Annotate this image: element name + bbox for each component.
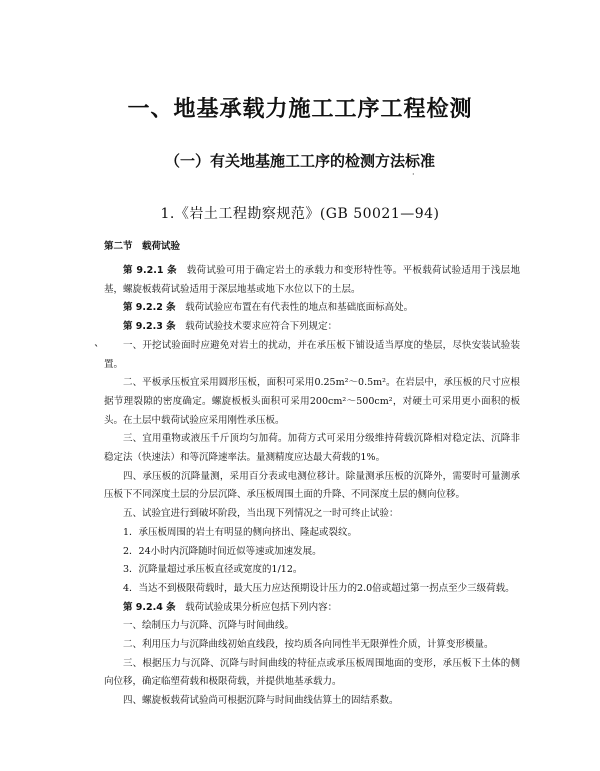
paragraph-text: 二、利用压力与沉降曲线初始直线段，按均质各向同性半无限弹性介质，计算变形模量。 [123,639,494,651]
paragraph [104,468,520,505]
stray-mark: · [412,170,415,179]
paragraph [104,374,520,430]
clause-number: 第 9.2.1 条 [123,265,177,276]
paragraph-text: 三、根据压力与沉降、沉降与时间曲线的特征点或承压板周围地面的变形，承压板下土体的侧向位移，确定临塑荷载和极限荷载，并提供地基承载力。 [104,657,520,688]
clause-number: 第 9.2.4 条 [123,601,176,613]
paragraph-text: 载荷试验可用于确定岩土的承载力和变形特性等。平板载荷试验适用于浅层地基，螺旋板载荷试验适用于深层地基或地下水位以下的土层。 [104,265,520,295]
paragraph [104,636,520,655]
paragraph-text: 3．沉降量超过承压板直径或宽度的1/12。 [123,564,303,576]
paragraph-text: 三、宜用重物或液压千斤顶均匀加荷。加荷方式可采用分级维持荷载沉降相对稳定法、沉降非稳定法（快速法）和等沉降速率法。量测精度应达最大荷载的1%。 [104,433,520,464]
paragraph-text: 四、螺旋板载荷试验尚可根据沉降与时间曲线估算土的固结系数。 [123,695,399,707]
paragraph [104,561,520,580]
paragraph-text: 四、承压板的沉降量测，采用百分表或电测位移计。除量测承压板的沉降外，需要时可量测承压板下不同深度土层的分层沉降、承压板周围土面的升降、不同深度土层的侧向位移。 [104,470,520,501]
subtitle: （一）有关地基施工工序的检测方法标准 [164,152,435,170]
paragraph-text: 一、绘制压力与沉降、沉降与时间曲线。 [123,620,295,632]
paragraph-text: 载荷试验应布置在有代表性的地点和基础底面标高处。 [175,302,414,314]
standard-title: 1.《岩土工程勘察规范》(GB 50021—94) [160,206,440,222]
paragraph-text: 1．承压板周围的岩土有明显的侧向挤出、隆起或裂纹。 [123,526,358,538]
paragraph-text: 一、开挖试验面时应避免对岩土的扰动，并在承压板下铺设适当厚度的垫层，尽快安装试验装置。 [104,339,520,370]
clause-number: 第 9.2.2 条 [123,302,176,314]
clause-number: 第 9.2.3 条 [123,321,176,333]
paragraph-text: 4．当达不到极限荷载时，最大压力应达预期设计压力的2.0倍或超过第一拐点至少三级荷载。 [123,582,515,594]
paragraph-text: 2．24小时内沉降随时间近似等速或加速发展。 [123,545,322,557]
paragraph-text: 二、平板承压板宜采用圆形压板，面积可采用0.25m²～0.5m²。在岩层中，承压板的尺寸应根据节理裂隙的密度确定。螺旋板板头面积可采用200cm²～500cm²，对硬土可采用更小面积的板头。在土层中载荷试验应采用刚性承压板。 [104,377,520,426]
paragraph [104,337,520,374]
section-heading: 第二节 载荷试验 [104,241,181,252]
paragraph [104,430,520,467]
paragraph [104,318,520,337]
paragraph [104,505,520,524]
page-title: 一、地基承载力施工工序工程检测 [127,97,473,122]
paragraph [104,655,520,692]
paragraph [104,543,520,562]
paragraph [104,580,520,599]
paragraph [104,524,520,543]
body-text [104,262,520,711]
paragraph [104,617,520,636]
paragraph [104,692,520,711]
paragraph-text: 载荷试验成果分析应包括下列内容： [175,601,338,613]
paragraph-text: 载荷试验技术要求应符合下列规定： [175,321,338,333]
paragraph [104,299,520,318]
paragraph [104,262,520,299]
paragraph [104,599,520,618]
paragraph-text: 五、试验宜进行到破坏阶段，当出现下列情况之一时可终止试验： [123,508,399,520]
margin-mark: ` [94,345,99,356]
